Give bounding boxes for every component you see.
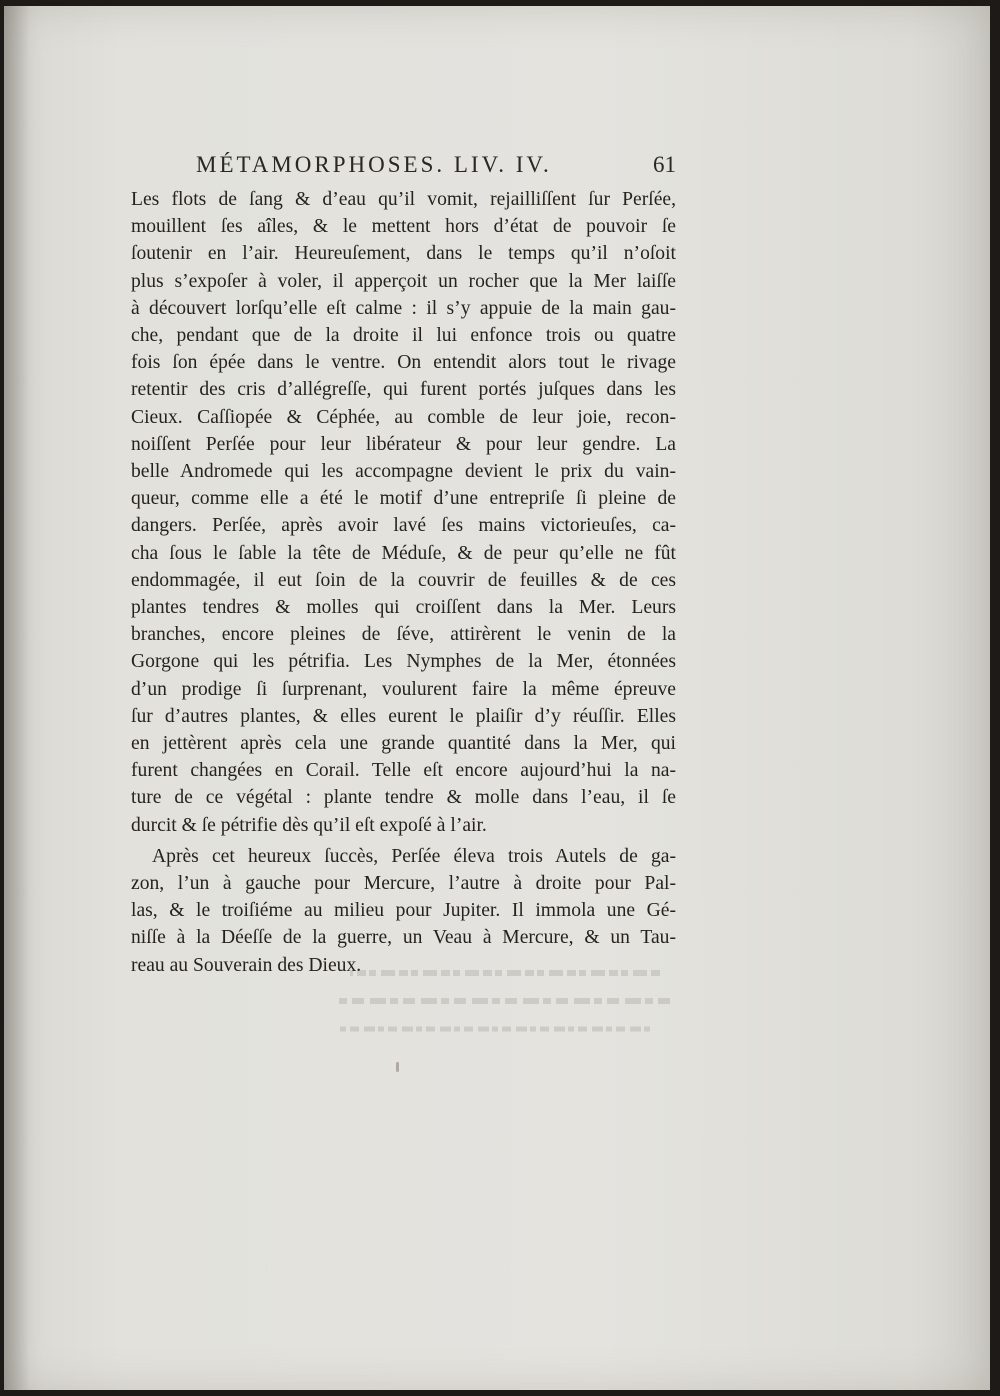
page-number: 61 (653, 152, 676, 177)
running-head (196, 152, 676, 178)
text-line: en jettèrent après cela une grande quantité dans la Mer, qui (131, 733, 676, 755)
text-line: ſur d’autres plantes, & elles eurent le plaiſir d’y réuſſir. Elles (131, 705, 676, 727)
text-line: reau au Souverain des Dieux. (131, 954, 362, 976)
text-line: ſoutenir en l’air. Heureuſement, dans le temps qu’il n’oſoit (131, 243, 676, 265)
text-line: Gorgone qui les pétrifia. Les Nymphes de la Mer, étonnées (131, 651, 676, 673)
text-line: dangers. Perſée, après avoir lavé ſes mains victorieuſes, ca- (131, 515, 676, 537)
text-line: las, & le troiſiéme au milieu pour Jupiter. Il immola une Gé- (131, 900, 676, 922)
text-line: retentir des cris d’allégreſſe, qui furent portés juſques dans les (131, 379, 676, 401)
text-line: fois ſon épée dans le ventre. On entendit alors tout le rivage (131, 352, 676, 374)
text-line: mouillent ſes aîles, & le mettent hors d’état de pouvoir ſe (131, 216, 676, 238)
text-line: ture de ce végétal : plante tendre & molle dans l’eau, il ſe (131, 787, 676, 809)
text-line: furent changées en Corail. Telle eſt encore aujourd’hui la na- (131, 760, 676, 782)
body-text (131, 186, 676, 979)
paragraph-1 (131, 186, 676, 839)
text-line: durcit & ſe pétrifie dès qu’il eſt expoſé à l’air. (131, 814, 487, 836)
spine-shadow (4, 6, 30, 1390)
text-line: che, pendant que de la droite il lui enfonce trois ou quatre (131, 325, 676, 347)
text-line: belle Andromede qui les accompagne devient le prix du vain- (131, 461, 676, 483)
text-line: endommagée, il eut ſoin de la couvrir de feuilles & de ces (131, 569, 676, 591)
text-line: cha ſous le ſable la tête de Méduſe, & de peur qu’elle ne fût (131, 542, 676, 564)
text-line: d’un prodige ſi ſurprenant, voulurent faire la même épreuve (131, 678, 676, 700)
text-line: plantes tendres & molles qui croiſſent dans la Mer. Leurs (131, 597, 676, 619)
ink-mark (396, 1062, 399, 1072)
text-line: queur, comme elle a été le motif d’une entrepriſe ſi pleine de (131, 488, 676, 510)
text-line: Après cet heureux ſuccès, Perſée éleva trois Autels de ga- (152, 845, 676, 867)
text-line: niſſe à la Déeſſe de la guerre, un Veau à Mercure, & un Tau- (131, 927, 676, 949)
show-through-texture (330, 955, 670, 1055)
text-line: noiſſent Perſée pour leur libérateur & pour leur gendre. La (131, 433, 676, 455)
text-line: plus s’expoſer à voler, il apperçoit un rocher que la Mer laiſſe (131, 270, 676, 292)
text-line: à découvert lorſqu’elle eſt calme : il s’y appuie de la main gau- (131, 297, 676, 319)
text-line: Les flots de ſang & d’eau qu’il vomit, rejailliſſent ſur Perſée, (131, 189, 676, 210)
text-line: branches, encore pleines de ſéve, attirèrent le venin de la (131, 624, 676, 646)
show-through-strokes (330, 955, 670, 1055)
running-head-title: MÉTAMORPHOSES. LIV. IV. (196, 152, 552, 177)
text-line: zon, l’un à gauche pour Mercure, l’autre à droite pour Pal- (131, 873, 676, 895)
text-line: Cieux. Caſſiopée & Céphée, au comble de leur joie, recon- (131, 406, 676, 428)
